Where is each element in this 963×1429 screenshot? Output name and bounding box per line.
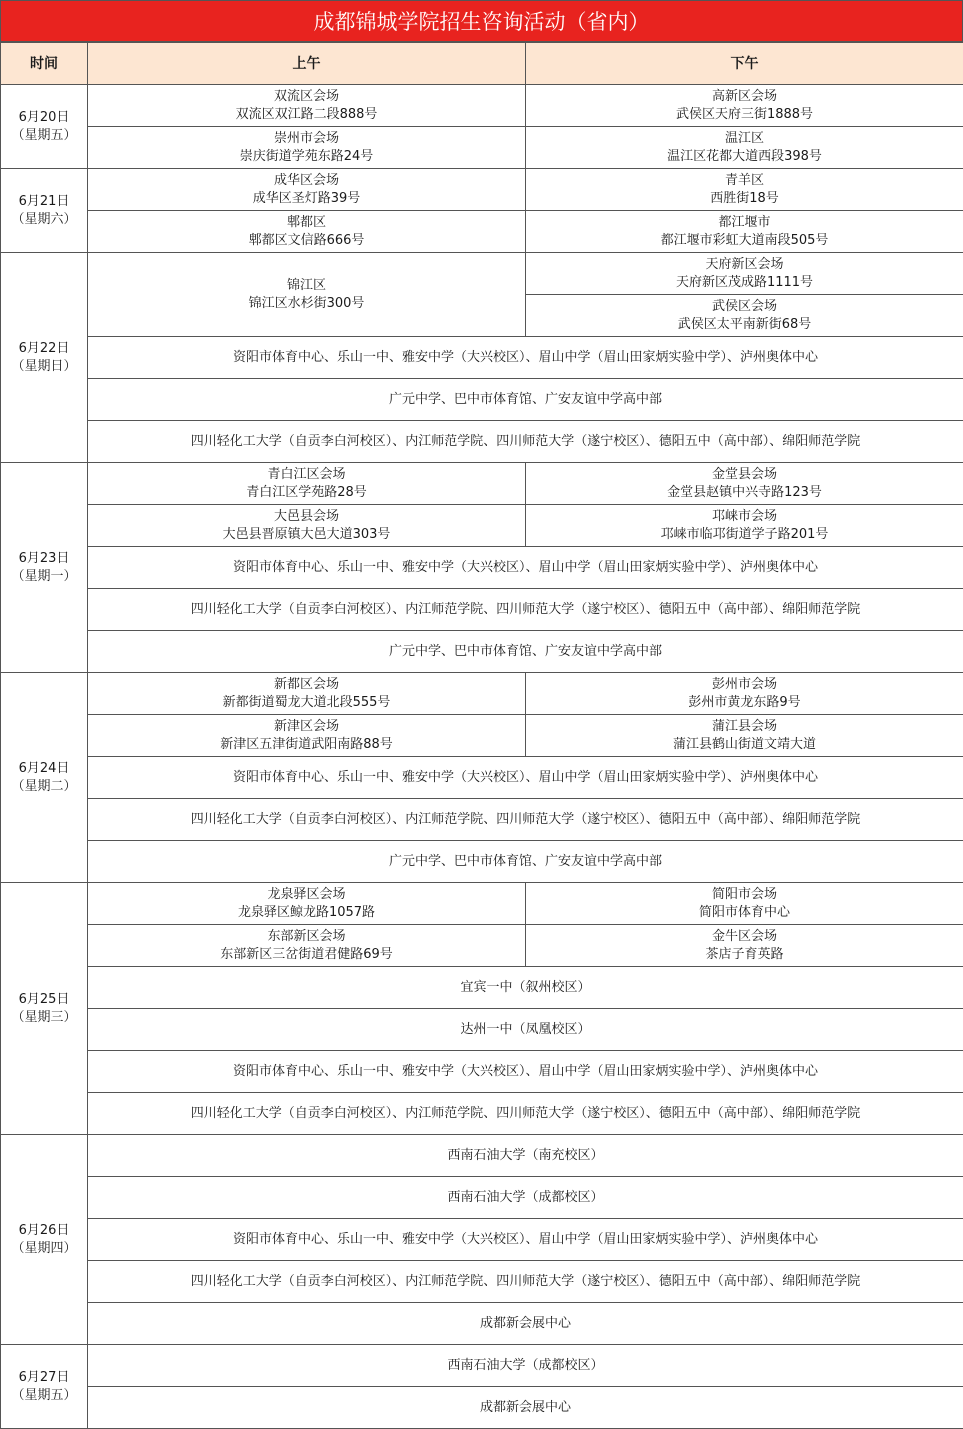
venue-address: 双流区双江路二段888号: [235, 106, 378, 122]
venue-name: 郫都区: [286, 214, 326, 230]
full-width-venues: 四川轻化工大学（自贡李白河校区）、内江师范学院、四川师范大学（遂宁校区）、德阳五中（高中部）、绵阳师范学院: [88, 1261, 963, 1303]
venue-cell: [526, 211, 963, 253]
table-row: [1, 1345, 963, 1387]
date-cell: [1, 253, 88, 463]
date-label: 6月23日: [18, 550, 70, 566]
venue-cell: [526, 925, 963, 967]
venue-name: 武侯区会场: [711, 298, 777, 314]
table-row: [1, 421, 963, 463]
venue-cell: [88, 673, 526, 715]
date-label: 6月25日: [18, 991, 70, 1007]
weekday-label: （星期一）: [11, 568, 77, 584]
venue-cell: [88, 883, 526, 925]
table-row: [1, 1387, 963, 1429]
weekday-label: （星期六）: [11, 211, 77, 227]
full-width-venues: 资阳市体育中心、乐山一中、雅安中学（大兴校区）、眉山中学（眉山田家炳实验中学）、泸州奥体中心: [88, 337, 963, 379]
venue-name: 东部新区会场: [267, 928, 346, 944]
venue-cell: [88, 85, 526, 127]
full-width-venues: 资阳市体育中心、乐山一中、雅安中学（大兴校区）、眉山中学（眉山田家炳实验中学）、泸州奥体中心: [88, 547, 963, 589]
venue-address: 邛崃市临邛街道学子路201号: [660, 526, 829, 542]
full-width-venues: 资阳市体育中心、乐山一中、雅安中学（大兴校区）、眉山中学（眉山田家炳实验中学）、泸州奥体中心: [88, 1051, 963, 1093]
table-row: [1, 1051, 963, 1093]
table-row: [1, 673, 963, 715]
venue-address: 龙泉驿区鲸龙路1057路: [237, 904, 376, 920]
table-row: [1, 589, 963, 631]
table-row: [1, 883, 963, 925]
venue-name: 双流区会场: [273, 88, 339, 104]
table-row: [1, 169, 963, 211]
venue-address: 茶店子育英路: [705, 946, 784, 962]
header-afternoon: 下午: [526, 43, 963, 85]
venue-cell: [88, 715, 526, 757]
full-width-venues: 四川轻化工大学（自贡李白河校区）、内江师范学院、四川师范大学（遂宁校区）、德阳五中（高中部）、绵阳师范学院: [88, 421, 963, 463]
date-cell: [1, 1345, 88, 1429]
venue-address: 武侯区太平南新街68号: [677, 316, 812, 332]
venue-name: 成华区会场: [273, 172, 339, 188]
table-row: [1, 1219, 963, 1261]
venue-name: 彭州市会场: [711, 676, 777, 692]
weekday-label: （星期四）: [11, 1240, 77, 1256]
full-width-venues: 广元中学、巴中市体育馆、广安友谊中学高中部: [88, 841, 963, 883]
venue-name: 金堂县会场: [711, 466, 777, 482]
table-row: [1, 547, 963, 589]
table-row: [1, 841, 963, 883]
weekday-label: （星期二）: [11, 778, 77, 794]
venue-address: 金堂县赵镇中兴寺路123号: [667, 484, 822, 500]
full-width-venues: 西南石油大学（成都校区）: [88, 1345, 963, 1387]
venue-cell: [88, 169, 526, 211]
venue-cell: [88, 505, 526, 547]
date-label: 6月26日: [18, 1222, 70, 1238]
header-time: 时间: [1, 43, 88, 85]
full-width-venues: 资阳市体育中心、乐山一中、雅安中学（大兴校区）、眉山中学（眉山田家炳实验中学）、泸州奥体中心: [88, 757, 963, 799]
venue-address: 崇庆街道学苑东路24号: [239, 148, 374, 164]
venue-name: 新都区会场: [273, 676, 339, 692]
date-label: 6月22日: [18, 340, 70, 356]
weekday-label: （星期日）: [11, 358, 77, 374]
venue-cell: [526, 169, 963, 211]
schedule-table: [0, 42, 963, 1429]
venue-name: 金牛区会场: [711, 928, 777, 944]
full-width-venues: 达州一中（凤凰校区）: [88, 1009, 963, 1051]
venue-name: 天府新区会场: [705, 256, 784, 272]
table-row: [1, 505, 963, 547]
header-row: [1, 43, 963, 85]
table-row: [1, 1093, 963, 1135]
table-row: [1, 253, 963, 295]
venue-address: 新津区五津街道武阳南路88号: [220, 736, 393, 752]
table-row: [1, 211, 963, 253]
date-cell: [1, 673, 88, 883]
table-row: [1, 379, 963, 421]
table-row: [1, 1177, 963, 1219]
venue-address: 大邑县晋原镇大邑大道303号: [222, 526, 391, 542]
venue-name: 大邑县会场: [273, 508, 339, 524]
venue-name: 青羊区: [724, 172, 764, 188]
venue-address: 简阳市体育中心: [698, 904, 790, 920]
full-width-venues: 四川轻化工大学（自贡李白河校区）、内江师范学院、四川师范大学（遂宁校区）、德阳五中（高中部）、绵阳师范学院: [88, 799, 963, 841]
venue-name: 崇州市会场: [273, 130, 339, 146]
page-title: 成都锦城学院招生咨询活动（省内）: [0, 0, 963, 42]
table-row: [1, 1135, 963, 1177]
venue-cell: [526, 295, 963, 337]
venue-address: 武侯区天府三街1888号: [675, 106, 814, 122]
table-row: [1, 967, 963, 1009]
venue-address: 天府新区茂成路1111号: [675, 274, 814, 290]
venue-address: 青白江区学苑路28号: [246, 484, 367, 500]
venue-name: 温江区: [724, 130, 764, 146]
venue-address: 都江堰市彩虹大道南段505号: [660, 232, 829, 248]
venue-name: 龙泉驿区会场: [267, 886, 346, 902]
table-row: [1, 1009, 963, 1051]
venue-address: 彭州市黄龙东路9号: [688, 694, 801, 710]
header-morning: 上午: [88, 43, 526, 85]
date-cell: [1, 85, 88, 169]
table-row: [1, 337, 963, 379]
full-width-venues: 成都新会展中心: [88, 1303, 963, 1345]
venue-name: 新津区会场: [273, 718, 339, 734]
venue-cell: [88, 253, 526, 337]
full-width-venues: 西南石油大学（成都校区）: [88, 1177, 963, 1219]
table-row: [1, 925, 963, 967]
venue-cell: [526, 505, 963, 547]
table-row: [1, 757, 963, 799]
full-width-venues: 成都新会展中心: [88, 1387, 963, 1429]
full-width-venues: 资阳市体育中心、乐山一中、雅安中学（大兴校区）、眉山中学（眉山田家炳实验中学）、泸州奥体中心: [88, 1219, 963, 1261]
table-row: [1, 715, 963, 757]
venue-cell: [526, 883, 963, 925]
date-cell: [1, 1135, 88, 1345]
full-width-venues: 四川轻化工大学（自贡李白河校区）、内江师范学院、四川师范大学（遂宁校区）、德阳五中（高中部）、绵阳师范学院: [88, 1093, 963, 1135]
venue-name: 简阳市会场: [711, 886, 777, 902]
venue-name: 都江堰市: [718, 214, 771, 230]
venue-cell: [88, 127, 526, 169]
venue-address: 郫都区文信路666号: [248, 232, 365, 248]
date-label: 6月20日: [18, 109, 70, 125]
venue-cell: [526, 463, 963, 505]
venue-name: 青白江区会场: [267, 466, 346, 482]
venue-address: 锦江区水杉街300号: [248, 295, 365, 311]
venue-address: 西胜街18号: [710, 190, 779, 206]
venue-address: 温江区花都大道西段398号: [667, 148, 822, 164]
date-cell: [1, 883, 88, 1135]
date-label: 6月27日: [18, 1369, 70, 1385]
venue-cell: [88, 211, 526, 253]
venue-name: 邛崃市会场: [711, 508, 777, 524]
full-width-venues: 西南石油大学（南充校区）: [88, 1135, 963, 1177]
venue-cell: [88, 925, 526, 967]
venue-name: 锦江区: [286, 277, 326, 293]
date-cell: [1, 169, 88, 253]
venue-cell: [526, 673, 963, 715]
venue-cell: [526, 85, 963, 127]
venue-address: 东部新区三岔街道君健路69号: [220, 946, 393, 962]
venue-cell: [526, 715, 963, 757]
weekday-label: （星期五）: [11, 1387, 77, 1403]
table-row: [1, 799, 963, 841]
venue-name: 高新区会场: [711, 88, 777, 104]
venue-address: 成华区圣灯路39号: [252, 190, 361, 206]
venue-cell: [88, 463, 526, 505]
venue-address: 新都街道蜀龙大道北段555号: [222, 694, 391, 710]
venue-name: 蒲江县会场: [711, 718, 777, 734]
table-row: [1, 1261, 963, 1303]
table-row: [1, 1303, 963, 1345]
weekday-label: （星期三）: [11, 1009, 77, 1025]
table-row: [1, 631, 963, 673]
full-width-venues: 广元中学、巴中市体育馆、广安友谊中学高中部: [88, 631, 963, 673]
table-row: [1, 463, 963, 505]
date-label: 6月24日: [18, 760, 70, 776]
full-width-venues: 广元中学、巴中市体育馆、广安友谊中学高中部: [88, 379, 963, 421]
date-cell: [1, 463, 88, 673]
date-label: 6月21日: [18, 193, 70, 209]
weekday-label: （星期五）: [11, 127, 77, 143]
table-row: [1, 127, 963, 169]
full-width-venues: 四川轻化工大学（自贡李白河校区）、内江师范学院、四川师范大学（遂宁校区）、德阳五中（高中部）、绵阳师范学院: [88, 589, 963, 631]
venue-cell: [526, 127, 963, 169]
table-row: [1, 85, 963, 127]
schedule-body: [1, 43, 963, 1429]
full-width-venues: 宜宾一中（叙州校区）: [88, 967, 963, 1009]
venue-cell: [526, 253, 963, 295]
venue-address: 蒲江县鹤山街道文靖大道: [672, 736, 816, 752]
